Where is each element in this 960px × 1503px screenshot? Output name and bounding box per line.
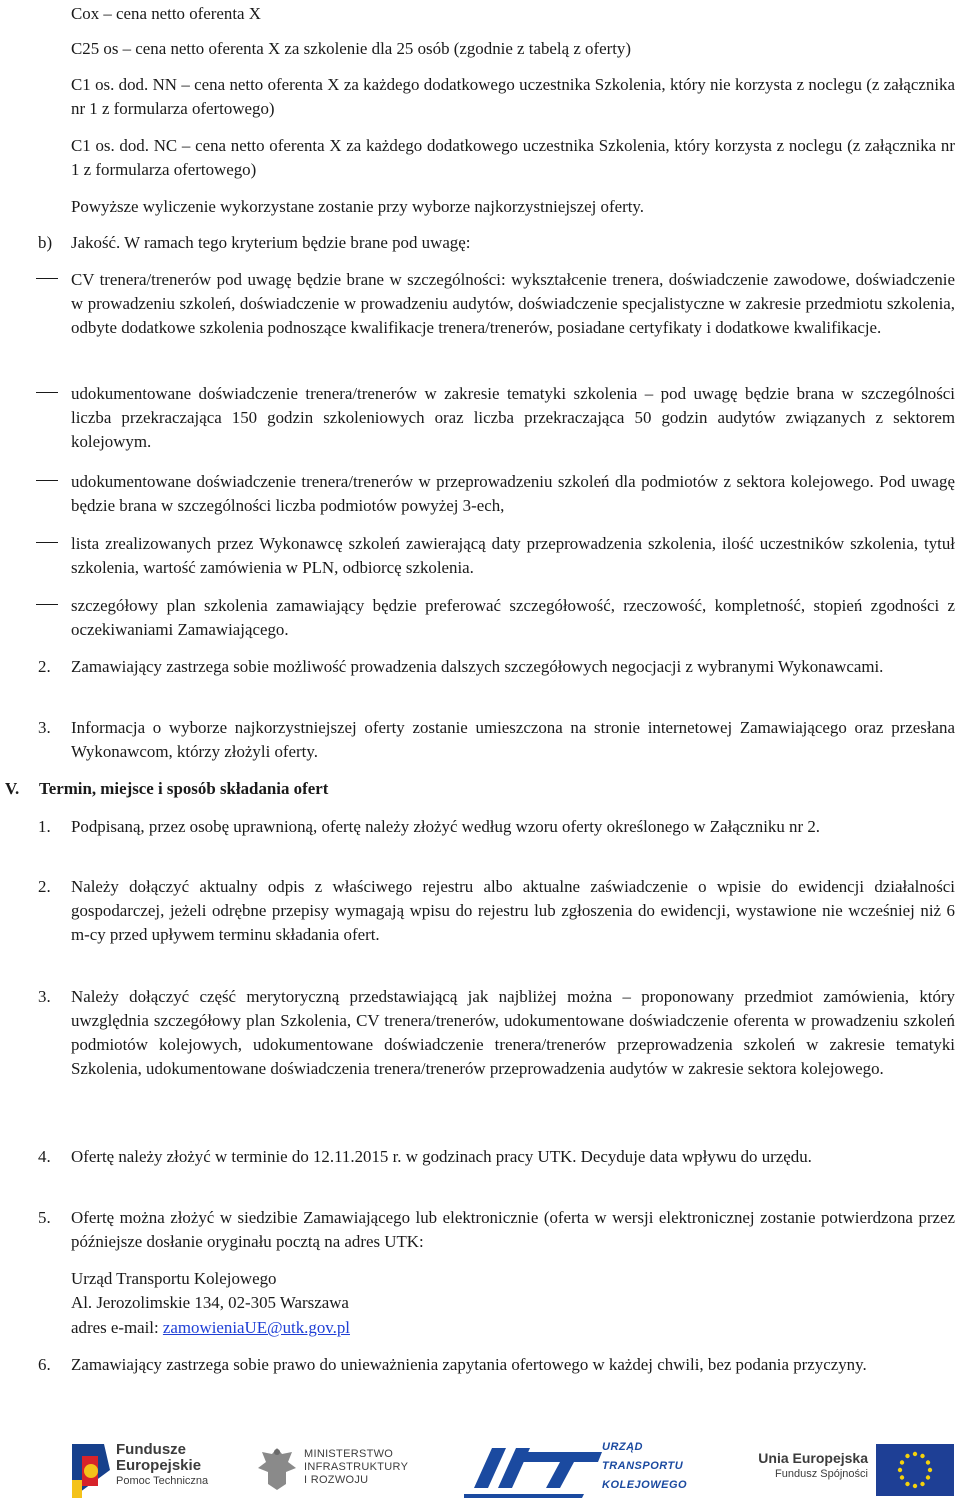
registry-extract-item: Należy dołączyć aktualny odpis z właściwego rejestru albo aktualne zaświadczenie o wpisie do ewidencji działalności gospodarczej, jeżeli odrębne przepisy wymagają wpisu do rejestru lub zgłoszenia do ewidencji, wystawione nie wcześniej niż 6 m-cy przed upływem terminu składania ofert. — [71, 877, 955, 944]
item-number: 2. — [38, 657, 51, 676]
cancellation-item: Zamawiający zastrzega sobie prawo do unieważnienia zapytania ofertowego w każdej chwili, bez podania przyczyny. — [71, 1355, 867, 1374]
deadline-item: Ofertę należy złożyć w terminie do 12.11.2015 r. w godzinach pracy UTK. Decyduje data wpływu do urzędu. — [71, 1147, 812, 1166]
criterion-b-marker: b) — [38, 233, 53, 252]
utk-logo — [464, 1432, 714, 1503]
eu-flag-icon — [876, 1444, 954, 1496]
item-number: 6. — [38, 1355, 51, 1374]
bullet-dash — [36, 480, 58, 481]
utk-line-1: URZĄD — [602, 1441, 643, 1453]
email-label: adres e-mail: — [71, 1318, 163, 1337]
item-number: 3. — [38, 987, 51, 1006]
criterion-b-bullet-plan: szczegółowy plan szkolenia zamawiający będzie preferować szczegółowość, rzeczowość, kompletność, stopień zgodności z oczekiwaniami Zamawiającego. — [71, 596, 955, 639]
utk-mark-icon — [464, 1438, 604, 1498]
address-street: Al. Jerozolimskie 134, 02-305 Warszawa — [71, 1293, 349, 1312]
calculation-summary: Powyższe wyliczenie wykorzystane zostanie przy wyborze najkorzystniejszej oferty. — [71, 197, 644, 216]
eu-cohesion-fund-logo — [744, 1432, 956, 1503]
fe-mark-icon — [68, 1440, 112, 1500]
section-number: V. — [5, 779, 20, 798]
eu-line-1: Unia Europejska — [758, 1450, 868, 1466]
criterion-b-bullet-experience: udokumentowane doświadczenie trenera/trenerów w zakresie tematyki szkolenia – pod uwagę będzie brana w szczególności liczba przekraczająca 150 godzin szkoleniowych oraz liczba przekraczająca 50 godzin audytów związanych z sektorem kolejowym. — [71, 384, 955, 451]
section-v-heading — [5, 777, 328, 801]
fe-line-1: Fundusze — [116, 1441, 186, 1458]
eu-line-2: Fundusz Spójności — [775, 1468, 868, 1480]
ministry-logo — [256, 1432, 426, 1503]
criterion-b-bullet-cv: CV trenera/trenerów pod uwagę będzie brane w szczególności: wykształcenie trenera, doświadczenie zawodowe, doświadczenie w prowadzeniu szkoleń, doświadczenie w prowadzeniu audytów, doświadczenie specjalistyczne w zakresie przedmiotu szkolenia, odbyte dodatkowe szkolenia podnoszące kwalifikacje trenera/trenerów, posiadane certyfikaty i dodatkowe kwalifikacje. — [71, 270, 955, 337]
fe-line-3: Pomoc Techniczna — [116, 1475, 209, 1487]
item-number: 5. — [38, 1208, 51, 1227]
fundusze-europejskie-logo — [68, 1432, 216, 1503]
formula-cox: Cox – cena netto oferenta X — [71, 4, 261, 23]
bullet-dash — [36, 278, 58, 279]
offer-form-item: Podpisaną, przez osobę uprawnioną, ofertę należy złożyć według wzoru oferty określonego w Załączniku nr 2. — [71, 817, 821, 836]
criterion-b-bullet-entities: udokumentowane doświadczenie trenera/trenerów w przeprowadzeniu szkoleń dla podmiotów z sektora kolejowego. Pod uwagę będzie brana w szczególności liczba podmiotów powyżej 3-ech, — [71, 472, 955, 515]
bullet-dash — [36, 604, 58, 605]
bullet-dash — [36, 542, 58, 543]
bullet-dash — [36, 392, 58, 393]
selection-info-clause: Informacja o wyborze najkorzystniejszej oferty zostanie umieszczona na stronie internetowej Zamawiającego oraz przesłana Wykonawcom, którzy złożyli oferty. — [71, 718, 955, 761]
criterion-b-heading: Jakość. W ramach tego kryterium będzie brane pod uwagę: — [71, 233, 471, 252]
substantive-part-item: Należy dołączyć część merytoryczną przedstawiającą jak najbliżej można – proponowany przedmiot zamówienia, który uwzględnia szczegółowy plan Szkolenia, CV trenera/trenerów, udokumentowane doświadczenie oferenta w prowadzeniu szkoleń podmiotów kolejowych, udokumentowane doświadczenie trenera/trenerów przeprowadzenia szkoleń w zakresie tematyki Szkolenia, udokumentowane doświadczenia trenera/trenerów przeprowadzenia audytów w zakresie sektora kolejowego. — [71, 987, 955, 1078]
item-number: 1. — [38, 817, 51, 836]
section-title: Termin, miejsce i sposób składania ofert — [39, 779, 329, 798]
utk-line-3: KOLEJOWEGO — [602, 1479, 688, 1491]
item-number: 2. — [38, 877, 51, 896]
ministry-line-2: INFRASTRUKTURY — [304, 1461, 409, 1473]
negotiation-clause: Zamawiający zastrzega sobie możliwość prowadzenia dalszych szczegółowych negocjacji z wybranymi Wykonawcami. — [71, 657, 884, 676]
submission-place-item: Ofertę można złożyć w siedzibie Zamawiającego lub elektronicznie (oferta w wersji elektronicznej zostanie potwierdzona przez późniejsze dosłanie oryginału pocztą na adres UTK: — [71, 1208, 955, 1251]
utk-line-2: TRANSPORTU — [602, 1460, 684, 1472]
formula-c1-nc: C1 os. dod. NC – cena netto oferenta X za każdego dodatkowego uczestnika Szkolenia, który korzysta z noclegu (z załącznika nr 1 z formularza ofertowego) — [71, 136, 955, 179]
item-number: 4. — [38, 1147, 51, 1166]
criterion-b-bullet-list: lista zrealizowanych przez Wykonawcę szkoleń zawierającą daty przeprowadzenia szkolenia, ilość uczestników szkolenia, tytuł szkolenia, wartość zamówienia w PLN, odbiorcę szkolenia. — [71, 534, 955, 577]
address-email-line — [71, 1316, 955, 1340]
email-link[interactable]: zamowieniaUE@utk.gov.pl — [162, 1318, 350, 1337]
fe-line-2: Europejskie — [116, 1457, 202, 1474]
item-number: 3. — [38, 718, 51, 737]
formula-c1-nn: C1 os. dod. NN – cena netto oferenta X za każdego dodatkowego uczestnika Szkolenia, który nie korzysta z noclegu (z załącznika nr 1 z formularza ofertowego) — [71, 75, 955, 118]
ministry-line-3: I ROZWOJU — [304, 1474, 369, 1486]
eagle-emblem-icon — [256, 1444, 298, 1494]
ministry-line-1: MINISTERSTWO — [304, 1448, 394, 1460]
address-name: Urząd Transportu Kolejowego — [71, 1269, 277, 1288]
formula-c25: C25 os – cena netto oferenta X za szkolenie dla 25 osób (zgodnie z tabelą z oferty) — [71, 39, 631, 58]
footer-logos — [0, 1432, 960, 1503]
